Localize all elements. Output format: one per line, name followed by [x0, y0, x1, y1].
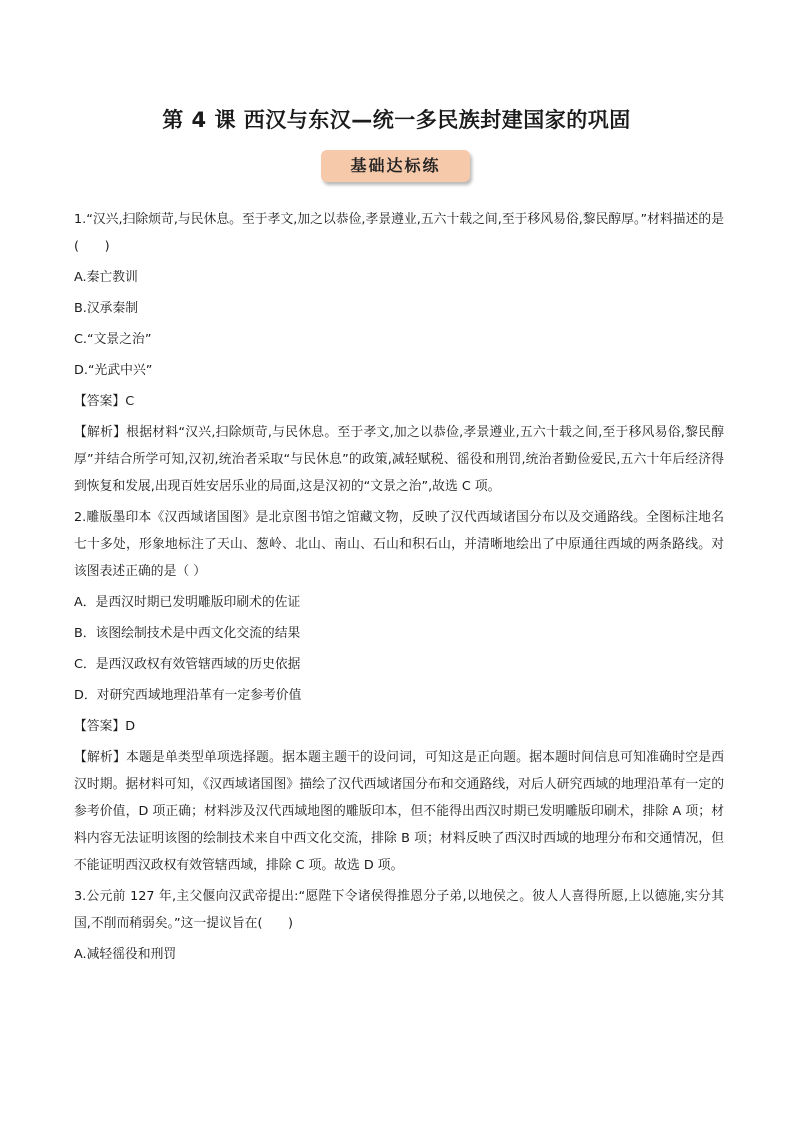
- answer-option: D．对研究西域地理沿革有一定参考价值: [74, 688, 302, 703]
- answer-option: B.汉承秦制: [74, 301, 139, 316]
- question-stem: 1.“汉兴,扫除烦苛,与民休息。至于孝文,加之以恭俭,孝景遵业,五六十载之间,至于移风易俗,黎民醇厚。”材料描述的是( ): [74, 212, 724, 254]
- answer-option: A.秦亡教训: [74, 270, 138, 285]
- section-badge: 基础达标练: [321, 150, 470, 182]
- question-stem: 2.雕版墨印本《汉西域诸国图》是北京图书馆之馆藏文物，反映了汉代西域诸国分布以及交通路线。全图标注地名七十多处，形象地标注了天山、葱岭、北山、南山、石山和积石山，并清晰地绘出了中原通往西域的两条路线。对该图表述正确的是（ ）: [74, 510, 724, 579]
- question-stem: 3.公元前 127 年,主父偃向汉武帝提出:“愿陛下令诸侯得推恩分子弟,以地侯之。彼人人喜得所愿,上以德施,实分其国,不削而稍弱矣。”这一提议旨在( ): [74, 889, 724, 931]
- answer-analysis: 【解析】根据材料“汉兴,扫除烦苛,与民休息。至于孝文,加之以恭俭,孝景遵业,五六十载之间,至于移风易俗,黎民醇厚”并结合所学可知,汉初,统治者采取“与民休息”的政策,减轻赋税、徭役和刑罚,统治者勤俭爱民,五六十年后经济得到恢复和发展,出现百姓安居乐业的局面,这是汉初的“文景之治”,故选 C 项。: [74, 425, 724, 494]
- answer-option: A.减轻徭役和刑罚: [74, 947, 177, 962]
- answer-option: C．是西汉政权有效管辖西域的历史依据: [74, 657, 301, 672]
- answer-option: A．是西汉时期已发明雕版印刷术的佐证: [74, 595, 301, 610]
- answer-option: B．该图绘制技术是中西文化交流的结果: [74, 626, 301, 641]
- question-list: [74, 206, 724, 972]
- answer-option: D.“光武中兴”: [74, 363, 153, 378]
- answer-analysis: 【解析】本题是单类型单项选择题。据本题主题干的设问词，可知这是正向题。据本题时间信息可知准确时空是西汉时期。据材料可知，《汉西域诸国图》描绘了汉代西域诸国分布和交通路线，对后人研究西域的地理沿革有一定的参考价值，D 项正确；材料涉及汉代西域地图的雕版印本，但不能得出西汉时期已发明雕版印刷术，排除 A 项；材料内容无法证明该图的绘制技术来自中西文化交流，排除 B 项；材料反映了西汉时西域的地理分布和交通情况，但不能证明西汉政权有效管辖西域，排除 C 项。故选 D 项。: [74, 750, 724, 873]
- answer-key: 【答案】D: [74, 719, 136, 734]
- answer-key: 【答案】C: [74, 394, 135, 409]
- answer-option: C.“文景之治”: [74, 332, 152, 347]
- lesson-title: 第 4 课 西汉与东汉—统一多民族封建国家的巩固: [162, 108, 631, 132]
